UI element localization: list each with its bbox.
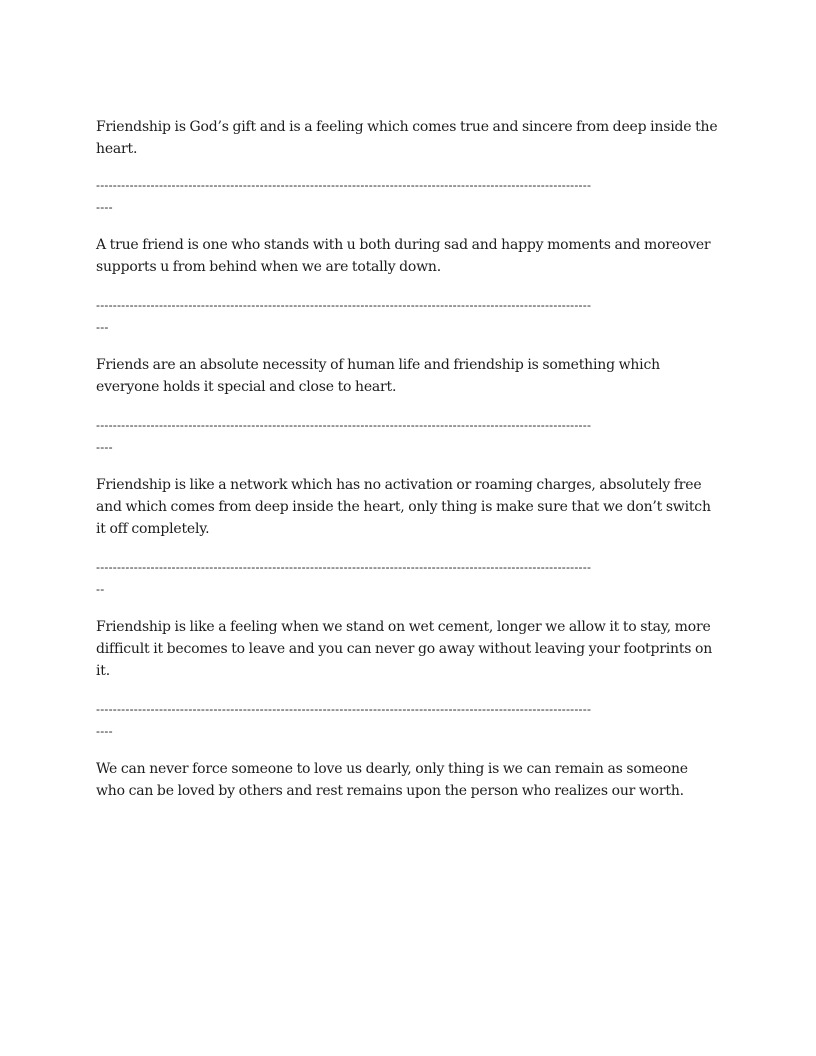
separator-line-continuation: -- [96, 582, 105, 596]
quote-paragraph-6: We can never force someone to love us dearly, only thing is we can remain as someone who can be loved by others and rest remains upon the person who realizes our worth. [96, 761, 688, 799]
separator-line-continuation: ---- [96, 440, 113, 454]
dashed-separator-5 [96, 698, 720, 742]
quote-paragraph-5: Friendship is like a feeling when we stand on wet cement, longer we allow it to stay, more difficult it becomes to leave and you can never go away without leaving your footprints on it. [96, 619, 713, 679]
dashed-separator-2 [96, 294, 720, 338]
separator-line: ---------------------------------------------------------------------------------------------------------------------- [96, 178, 592, 192]
dashed-separator-4 [96, 556, 720, 600]
quote-paragraph-4: Friendship is like a network which has no activation or roaming charges, absolutely free and which comes from deep inside the heart, only thing is make sure that we don’t switch it off completely. [96, 477, 711, 537]
separator-line-continuation: ---- [96, 200, 113, 214]
quote-paragraph-1: Friendship is God’s gift and is a feeling which comes true and sincere from deep inside the heart. [96, 119, 718, 157]
separator-line-continuation: ---- [96, 724, 113, 738]
separator-line: ---------------------------------------------------------------------------------------------------------------------- [96, 418, 592, 432]
separator-line: ---------------------------------------------------------------------------------------------------------------------- [96, 560, 592, 574]
dashed-separator-3 [96, 414, 720, 458]
quote-paragraph-2: A true friend is one who stands with u both during sad and happy moments and moreover supports u from behind when we are totally down. [96, 237, 711, 275]
separator-line: ---------------------------------------------------------------------------------------------------------------------- [96, 298, 592, 312]
separator-line-continuation: --- [96, 320, 109, 334]
document-page [96, 116, 720, 802]
dashed-separator-1 [96, 174, 720, 218]
quote-paragraph-3: Friends are an absolute necessity of human life and friendship is something which everyone holds it special and close to heart. [96, 357, 660, 395]
separator-line: ---------------------------------------------------------------------------------------------------------------------- [96, 702, 592, 716]
